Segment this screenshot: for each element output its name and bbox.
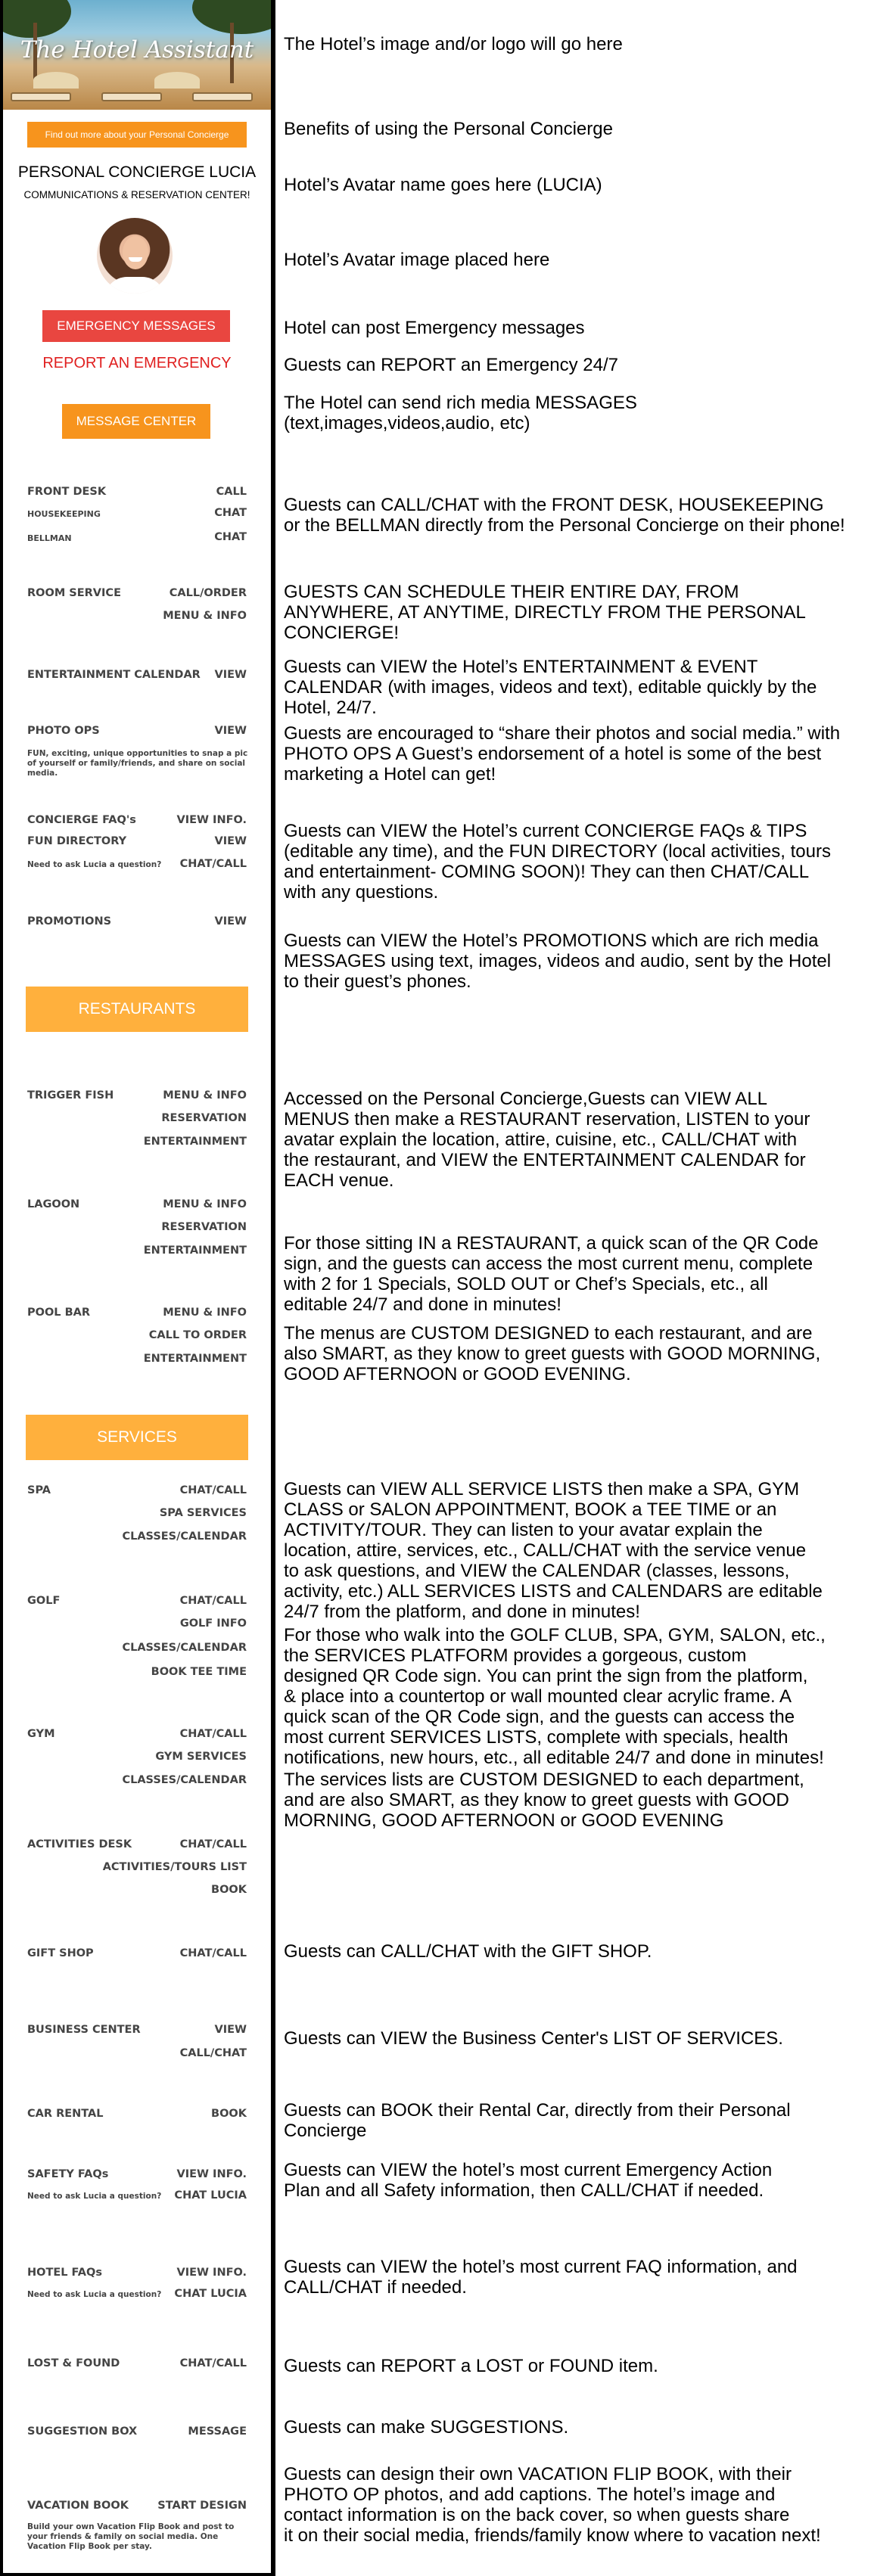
description-services: Guests can VIEW ALL SERVICE LISTS then make a SPA, GYM CLASS or SALON APPOINTMENT, BOOK a TEE TIME or an ACTIVITY/TOUR. They can listen to your avatar explain the location, attire, services, etc., CALL/CHAT with the service venue to ask questions, and VIEW the CALENDAR (classes, lessons, activity, etc.) ALL SERVICES LISTS and CALENDARS are editable 24/7 from the platform, and done in minutes!: [284, 1479, 823, 1622]
activities-book[interactable]: BOOK: [211, 1884, 247, 1896]
concierge-avatar: [97, 218, 173, 294]
gym-services[interactable]: GYM SERVICES: [155, 1751, 247, 1763]
hotel-faqs-label: HOTEL FAQs: [27, 2267, 102, 2279]
emergency-messages-button[interactable]: EMERGENCY MESSAGES: [42, 310, 230, 342]
bellman-label: BELLMAN: [27, 533, 72, 543]
safety-ask-lucia-label: Need to ask Lucia a question?: [27, 2192, 162, 2201]
golf-chat-call[interactable]: CHAT/CALL: [179, 1595, 247, 1607]
promotions-label: PROMOTIONS: [27, 915, 112, 928]
description-avatar-image: Hotel’s Avatar image placed here: [284, 250, 550, 270]
description-report-emergency: Guests can REPORT an Emergency 24/7: [284, 355, 618, 375]
promotions-view[interactable]: VIEW: [214, 915, 247, 928]
photo-ops-note: FUN, exciting, unique opportunities to snap a pic of yourself or family/friends, and share on social media.: [27, 749, 248, 778]
vacation-book-label: VACATION BOOK: [27, 2500, 129, 2512]
description-front-desk: Guests can CALL/CHAT with the FRONT DESK, HOUSEKEEPING or the BELLMAN directly from the Personal Concierge on their phone!: [284, 495, 845, 536]
suggestion-box-message[interactable]: MESSAGE: [188, 2425, 247, 2438]
description-restaurant-qr: For those sitting IN a RESTAURANT, a quick scan of the QR Code sign, and the guests can access the most current menu, complete with 2 for 1 Specials, SOLD OUT or Chef’s Specials, etc., all editable 24/7 and done in minutes!: [284, 1233, 819, 1315]
business-center-view[interactable]: VIEW: [214, 2024, 247, 2036]
description-photo-ops: Guests are encouraged to “share their photos and social media.” with PHOTO OPS A Guest’s endorsement of a hotel is some of the best marketing a Hotel can get!: [284, 723, 841, 785]
concierge-subtitle: COMMUNICATIONS & RESERVATION CENTER!: [23, 189, 250, 200]
car-rental-book[interactable]: BOOK: [211, 2108, 247, 2120]
bellman-chat[interactable]: CHAT: [214, 531, 247, 543]
business-center-call-chat[interactable]: CALL/CHAT: [179, 2047, 247, 2059]
gym-classes-calendar[interactable]: CLASSES/CALENDAR: [122, 1774, 247, 1786]
services-button[interactable]: SERVICES: [26, 1415, 248, 1460]
activities-chat-call[interactable]: CHAT/CALL: [179, 1838, 247, 1850]
entertainment-label: ENTERTAINMENT CALENDAR: [27, 669, 201, 681]
golf-info[interactable]: GOLF INFO: [179, 1617, 247, 1630]
gift-shop-chat-call[interactable]: CHAT/CALL: [179, 1947, 247, 1959]
pool-bar-entertainment[interactable]: ENTERTAINMENT: [143, 1353, 247, 1365]
description-services-custom: The services lists are CUSTOM DESIGNED to each department, and are also SMART, as they know to greet guests with GOOD MORNING, GOOD AFTERNOON or GOOD EVENING: [284, 1770, 804, 1831]
hotel-logo-text: The Hotel Assistant: [20, 36, 254, 64]
pool-bar-label: POOL BAR: [27, 1307, 91, 1319]
concierge-name: PERSONAL CONCIERGE LUCIA: [17, 163, 257, 181]
entertainment-view[interactable]: VIEW: [214, 669, 247, 681]
spa-chat-call[interactable]: CHAT/CALL: [179, 1484, 247, 1496]
front-desk-label: FRONT DESK: [27, 486, 107, 498]
description-emergency-messages: Hotel can post Emergency messages: [284, 318, 585, 338]
pool-bar-menu[interactable]: MENU & INFO: [163, 1307, 247, 1319]
trigger-fish-entertainment[interactable]: ENTERTAINMENT: [143, 1136, 247, 1148]
description-benefits: Benefits of using the Personal Concierge: [284, 119, 613, 139]
message-center-button[interactable]: MESSAGE CENTER: [62, 404, 210, 439]
activities-tours-list[interactable]: ACTIVITIES/TOURS LIST: [102, 1861, 247, 1873]
golf-classes-calendar[interactable]: CLASSES/CALENDAR: [122, 1642, 247, 1654]
safety-faqs-label: SAFETY FAQs: [27, 2168, 109, 2180]
photo-ops-label: PHOTO OPS: [27, 725, 100, 737]
description-business-center: Guests can VIEW the Business Center's LIST OF SERVICES.: [284, 2028, 783, 2049]
lagoon-reservation[interactable]: RESERVATION: [161, 1221, 247, 1233]
spa-classes-calendar[interactable]: CLASSES/CALENDAR: [122, 1530, 247, 1543]
phone-mockup: [0, 0, 275, 2576]
activities-label: ACTIVITIES DESK: [27, 1838, 132, 1850]
room-service-menu-info[interactable]: MENU & INFO: [163, 610, 247, 622]
description-promotions: Guests can VIEW the Hotel’s PROMOTIONS which are rich media MESSAGES using text, images, videos and audio, sent by the Hotel to their guest’s phones.: [284, 931, 832, 992]
description-logo: The Hotel’s image and/or logo will go here: [284, 34, 623, 54]
safety-chat-lucia[interactable]: CHAT LUCIA: [174, 2189, 247, 2202]
hotel-hero-image: [3, 0, 271, 110]
description-room-service: GUESTS CAN SCHEDULE THEIR ENTIRE DAY, FROM ANYWHERE, AT ANYTIME, DIRECTLY FROM THE PERSONAL CONCIERGE!: [284, 582, 806, 643]
report-emergency-link[interactable]: REPORT AN EMERGENCY: [42, 355, 232, 371]
description-hotel-faqs: Guests can VIEW the hotel’s most current FAQ information, and CALL/CHAT if needed.: [284, 2257, 798, 2298]
lagoon-label: LAGOON: [27, 1198, 80, 1210]
golf-book-tee-time[interactable]: BOOK TEE TIME: [151, 1666, 247, 1678]
restaurants-button[interactable]: RESTAURANTS: [26, 987, 248, 1032]
gift-shop-label: GIFT SHOP: [27, 1947, 94, 1959]
vacation-book-start-design[interactable]: START DESIGN: [157, 2500, 247, 2512]
golf-label: GOLF: [27, 1595, 61, 1607]
spa-services[interactable]: SPA SERVICES: [159, 1507, 247, 1519]
concierge-faqs-view[interactable]: VIEW INFO.: [176, 814, 247, 826]
hotel-ask-lucia-label: Need to ask Lucia a question?: [27, 2290, 162, 2299]
room-service-label: ROOM SERVICE: [27, 587, 121, 599]
description-safety-faqs: Guests can VIEW the hotel’s most current Emergency Action Plan and all Safety information, then CALL/CHAT if needed.: [284, 2160, 773, 2201]
business-center-label: BUSINESS CENTER: [27, 2024, 141, 2036]
description-restaurants: Accessed on the Personal Concierge,Guests can VIEW ALL MENUS then make a RESTAURANT reservation, LISTEN to your avatar explain the location, attire, cuisine, etc., CALL/CHAT with the restaurant, and VIEW the ENTERTAINMENT CALENDAR for EACH venue.: [284, 1089, 810, 1191]
housekeeping-label: HOUSEKEEPING: [27, 509, 101, 519]
gym-label: GYM: [27, 1728, 55, 1740]
fun-directory-label: FUN DIRECTORY: [27, 835, 127, 847]
hotel-faqs-view[interactable]: VIEW INFO.: [176, 2267, 247, 2279]
suggestion-box-label: SUGGESTION BOX: [27, 2425, 138, 2438]
description-avatar-name: Hotel’s Avatar name goes here (LUCIA): [284, 175, 602, 195]
lagoon-entertainment[interactable]: ENTERTAINMENT: [143, 1244, 247, 1257]
housekeeping-chat[interactable]: CHAT: [214, 507, 247, 519]
description-car-rental: Guests can BOOK their Rental Car, directly from their Personal Concierge: [284, 2100, 791, 2141]
pool-bar-call-to-order[interactable]: CALL TO ORDER: [148, 1329, 247, 1341]
ask-lucia-label: Need to ask Lucia a question?: [27, 860, 162, 869]
description-menus-custom: The menus are CUSTOM DESIGNED to each restaurant, and are also SMART, as they know to greet guests with GOOD MORNING, GOOD AFTERNOON or GOOD EVENING.: [284, 1323, 821, 1384]
description-vacation-book: Guests can design their own VACATION FLIP BOOK, with their PHOTO OP photos, and add captions. The hotel’s image and contact information is on the back cover, so when guests share it on their social media, friends/family know where to vacation next!: [284, 2464, 821, 2546]
find-out-more-button[interactable]: Find out more about your Personal Concierge: [27, 122, 247, 148]
description-message-center: The Hotel can send rich media MESSAGES (text,images,videos,audio, etc): [284, 393, 637, 433]
front-desk-call[interactable]: CALL: [216, 486, 247, 498]
trigger-fish-reservation[interactable]: RESERVATION: [161, 1112, 247, 1124]
trigger-fish-menu[interactable]: MENU & INFO: [163, 1089, 247, 1102]
spa-label: SPA: [27, 1484, 51, 1496]
lost-found-chat-call[interactable]: CHAT/CALL: [179, 2357, 247, 2369]
description-services-qr: For those who walk into the GOLF CLUB, SPA, GYM, SALON, etc., the SERVICES PLATFORM provides a gorgeous, custom designed QR Code sign. You can print the sign from the platform, & place into a countertop or wall mounted clear acrylic frame. A quick scan of the QR Code sign, and the guests can access the most current SERVICES LISTS, complete with specials, health notifications, new hours, etc., all editable 24/7 and done in minutes!: [284, 1625, 826, 1768]
fun-directory-view[interactable]: VIEW: [214, 835, 247, 847]
lost-found-label: LOST & FOUND: [27, 2357, 120, 2369]
lagoon-menu[interactable]: MENU & INFO: [163, 1198, 247, 1210]
description-concierge-faqs: Guests can VIEW the Hotel’s current CONCIERGE FAQs & TIPS (editable any time), and the FUN DIRECTORY (local activities, tours and entertainment- COMING SOON)! They can then CHAT/CALL with any questions.: [284, 821, 831, 903]
photo-ops-view[interactable]: VIEW: [214, 725, 247, 737]
room-service-call-order[interactable]: CALL/ORDER: [169, 587, 247, 599]
safety-faqs-view[interactable]: VIEW INFO.: [176, 2168, 247, 2180]
trigger-fish-label: TRIGGER FISH: [27, 1089, 114, 1102]
hotel-chat-lucia[interactable]: CHAT LUCIA: [174, 2288, 247, 2300]
description-lost-found: Guests can REPORT a LOST or FOUND item.: [284, 2356, 658, 2376]
description-entertainment: Guests can VIEW the Hotel’s ENTERTAINMENT & EVENT CALENDAR (with images, videos and text), editable quickly by the Hotel, 24/7.: [284, 657, 817, 718]
car-rental-label: CAR RENTAL: [27, 2108, 104, 2120]
concierge-faqs-label: CONCIERGE FAQ's: [27, 814, 136, 826]
ask-lucia-chat-call[interactable]: CHAT/CALL: [179, 858, 247, 870]
description-suggestion-box: Guests can make SUGGESTIONS.: [284, 2417, 569, 2438]
vacation-book-note: Build your own Vacation Flip Book and post to your friends & family on social media. One Vacation Flip Book per stay.: [27, 2522, 235, 2551]
description-gift-shop: Guests can CALL/CHAT with the GIFT SHOP.: [284, 1941, 652, 1962]
gym-chat-call[interactable]: CHAT/CALL: [179, 1728, 247, 1740]
